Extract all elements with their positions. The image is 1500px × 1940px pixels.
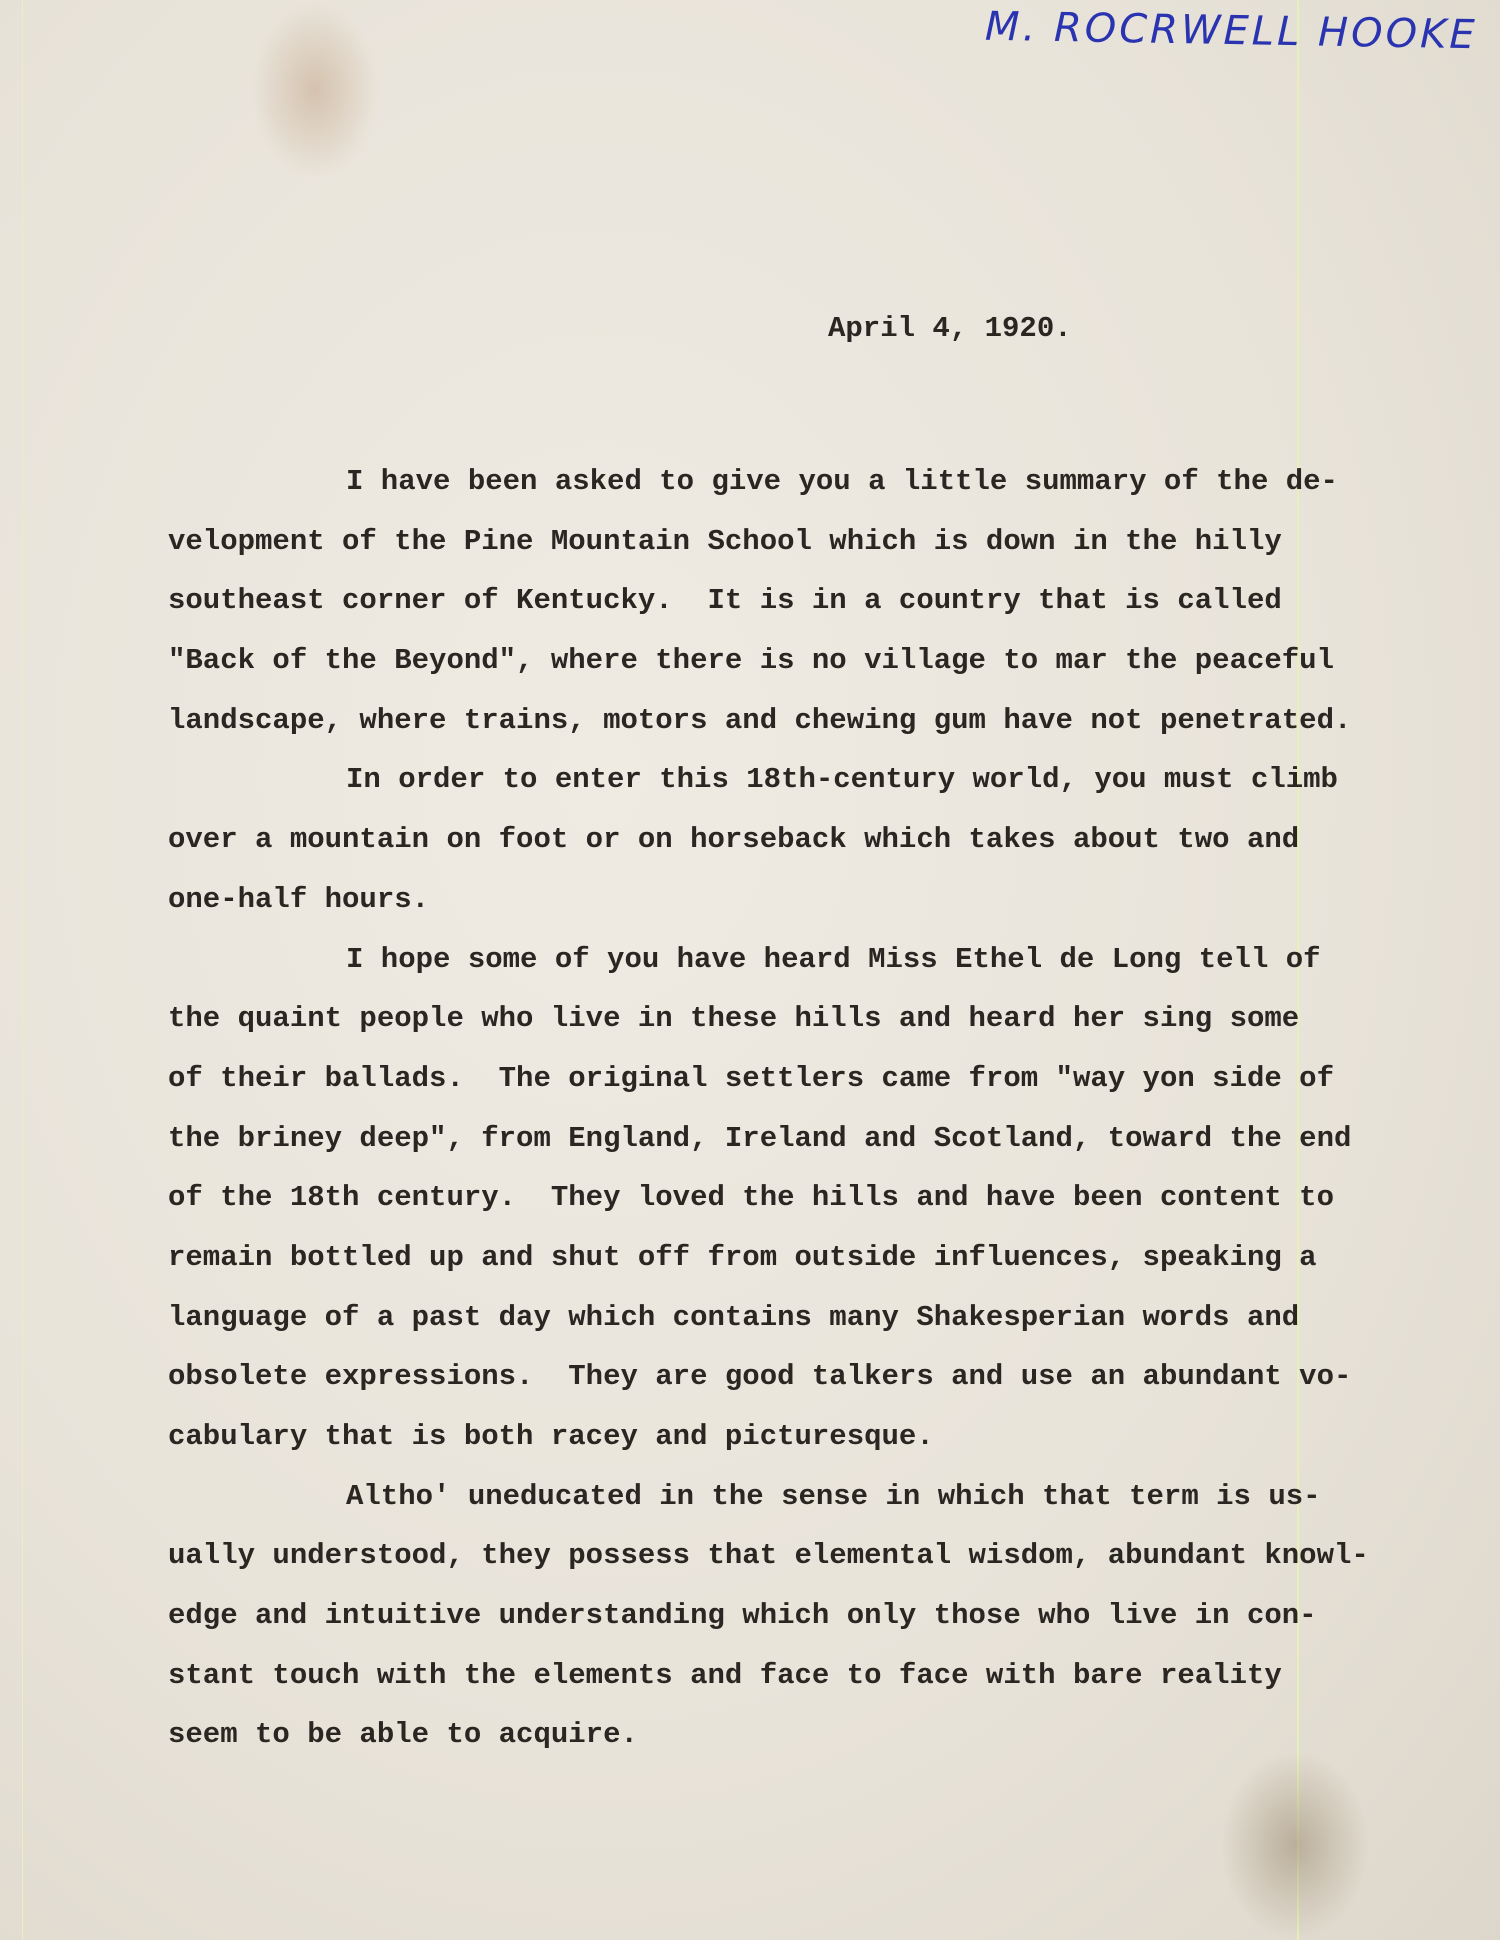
- text-line: Altho' uneducated in the sense in which that term is us-: [346, 1479, 1321, 1513]
- rust-stain: [250, 0, 380, 180]
- text-line: I have been asked to give you a little summary of the de-: [346, 465, 1338, 498]
- text-line: stant touch with the elements and face to face with bare reality: [168, 1658, 1282, 1692]
- letter-date: April 4, 1920.: [828, 312, 1072, 345]
- text-line: cabulary that is both racey and picturesque.: [168, 1420, 934, 1453]
- text-line: seem to be able to acquire.: [168, 1718, 638, 1752]
- text-line: over a mountain on foot or on horseback which takes about two and: [168, 823, 1300, 857]
- text-line: remain bottled up and shut off from outside influences, speaking a: [168, 1240, 1317, 1274]
- text-line: obsolete expressions. They are good talkers and use an abundant vo-: [168, 1360, 1352, 1394]
- text-line: edge and intuitive understanding which only those who live in con-: [168, 1599, 1317, 1633]
- text-line: of their ballads. The original settlers came from "way yon side of: [168, 1061, 1334, 1095]
- letter-body: [168, 452, 1369, 1765]
- text-line: one-half hours.: [168, 882, 430, 916]
- text-line: "Back of the Beyond", where there is no village to mar the peaceful: [168, 644, 1334, 678]
- text-line: the briney deep", from England, Ireland and Scotland, toward the end: [168, 1121, 1352, 1155]
- text-line: language of a past day which contains many Shakesperian words and: [168, 1300, 1300, 1334]
- handwritten-annotation: M. ROCRWELL HOOKE: [984, 3, 1478, 59]
- text-line: velopment of the Pine Mountain School which is down in the hilly: [168, 524, 1282, 558]
- text-line: I hope some of you have heard Miss Ethel de Long tell of: [346, 942, 1321, 976]
- text-line: of the 18th century. They loved the hills and have been content to: [168, 1181, 1334, 1215]
- text-line: the quaint people who live in these hills and heard her sing some: [168, 1002, 1300, 1036]
- text-line: southeast corner of Kentucky. It is in a country that is called: [168, 584, 1282, 618]
- paper-edge-line: [22, 0, 23, 1940]
- text-line: In order to enter this 18th-century world, you must climb: [346, 763, 1338, 797]
- text-line: landscape, where trains, motors and chewing gum have not penetrated.: [168, 703, 1352, 737]
- fingerprint-smudge: [1220, 1750, 1370, 1940]
- text-line: ually understood, they possess that elemental wisdom, abundant knowl-: [168, 1539, 1369, 1573]
